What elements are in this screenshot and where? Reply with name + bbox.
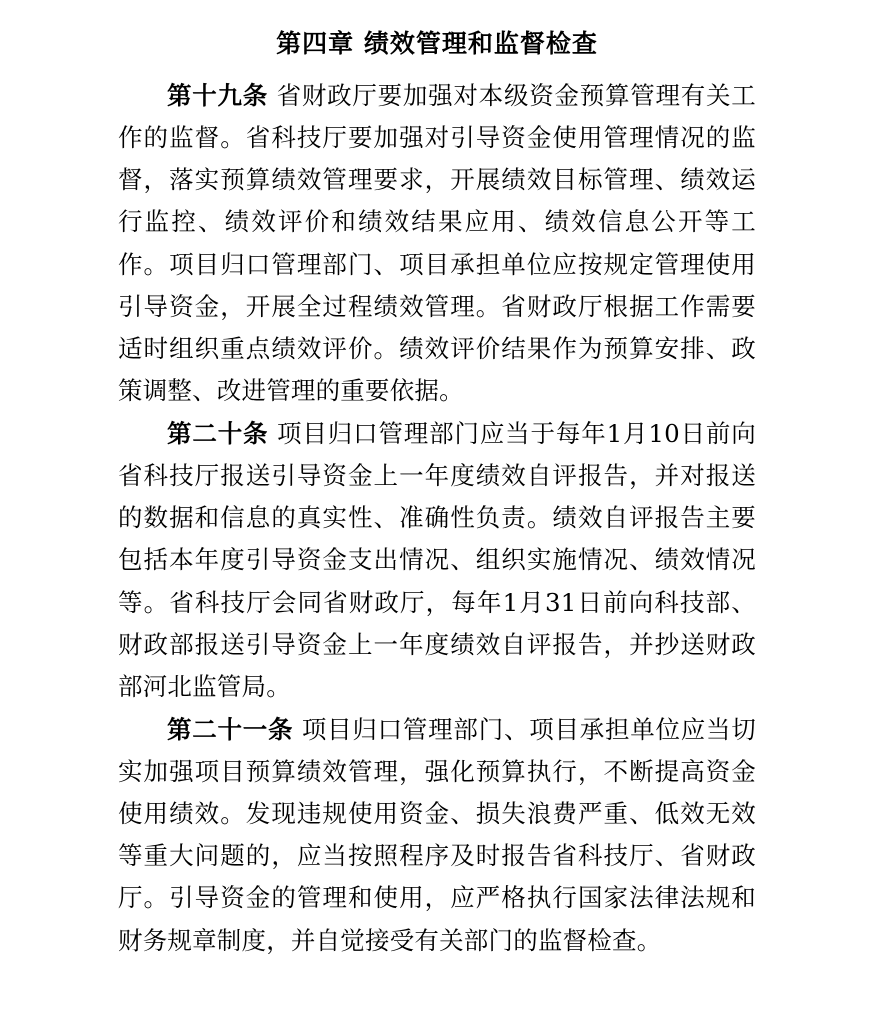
article-number: 第二十条	[167, 419, 269, 448]
article-paragraph	[118, 75, 756, 412]
article-number: 第二十一条	[167, 714, 294, 744]
article-number: 第十九条	[167, 81, 269, 110]
article-paragraph	[118, 413, 756, 708]
article-text: 项目归口管理部门、项目承担单位应当切实加强项目预算绩效管理，强化预算执行，不断提高资金使用绩效。发现违规使用资金、损失浪费严重、低效无效等重大问题的，应当按照程序及时报告省科技厅、省财政厅。引导资金的管理和使用，应严格执行国家法律法规和财务规章制度，并自觉接受有关部门的监督检查。	[118, 714, 757, 955]
chapter-title: 第四章 绩效管理和监督检查	[276, 29, 598, 58]
article-gap	[293, 715, 302, 744]
article-gap	[268, 419, 277, 448]
article-paragraph	[118, 709, 756, 962]
article-gap	[268, 81, 277, 110]
article-text: 省财政厅要加强对本级资金预算管理有关工作的监督。省科技厅要加强对引导资金使用管理情况的监督，落实预算绩效管理要求，开展绩效目标管理、绩效运行监控、绩效评价和绩效结果应用、绩效信息公开等工作。项目归口管理部门、项目承担单位应按规定管理使用引导资金，开展全过程绩效管理。省财政厅根据工作需要适时组织重点绩效评价。绩效评价结果作为预算安排、政策调整、改进管理的重要依据。	[118, 81, 756, 405]
article-text: 项目归口管理部门应当于每年1月10日前向省科技厅报送引导资金上一年度绩效自评报告，并对报送的数据和信息的真实性、准确性负责。绩效自评报告主要包括本年度引导资金支出情况、组织实施情况、绩效情况等。省科技厅会同省财政厅，每年1月31日前向科技部、财政部报送引导资金上一年度绩效自评报告，并抄送财政部河北监管局。	[118, 419, 756, 701]
